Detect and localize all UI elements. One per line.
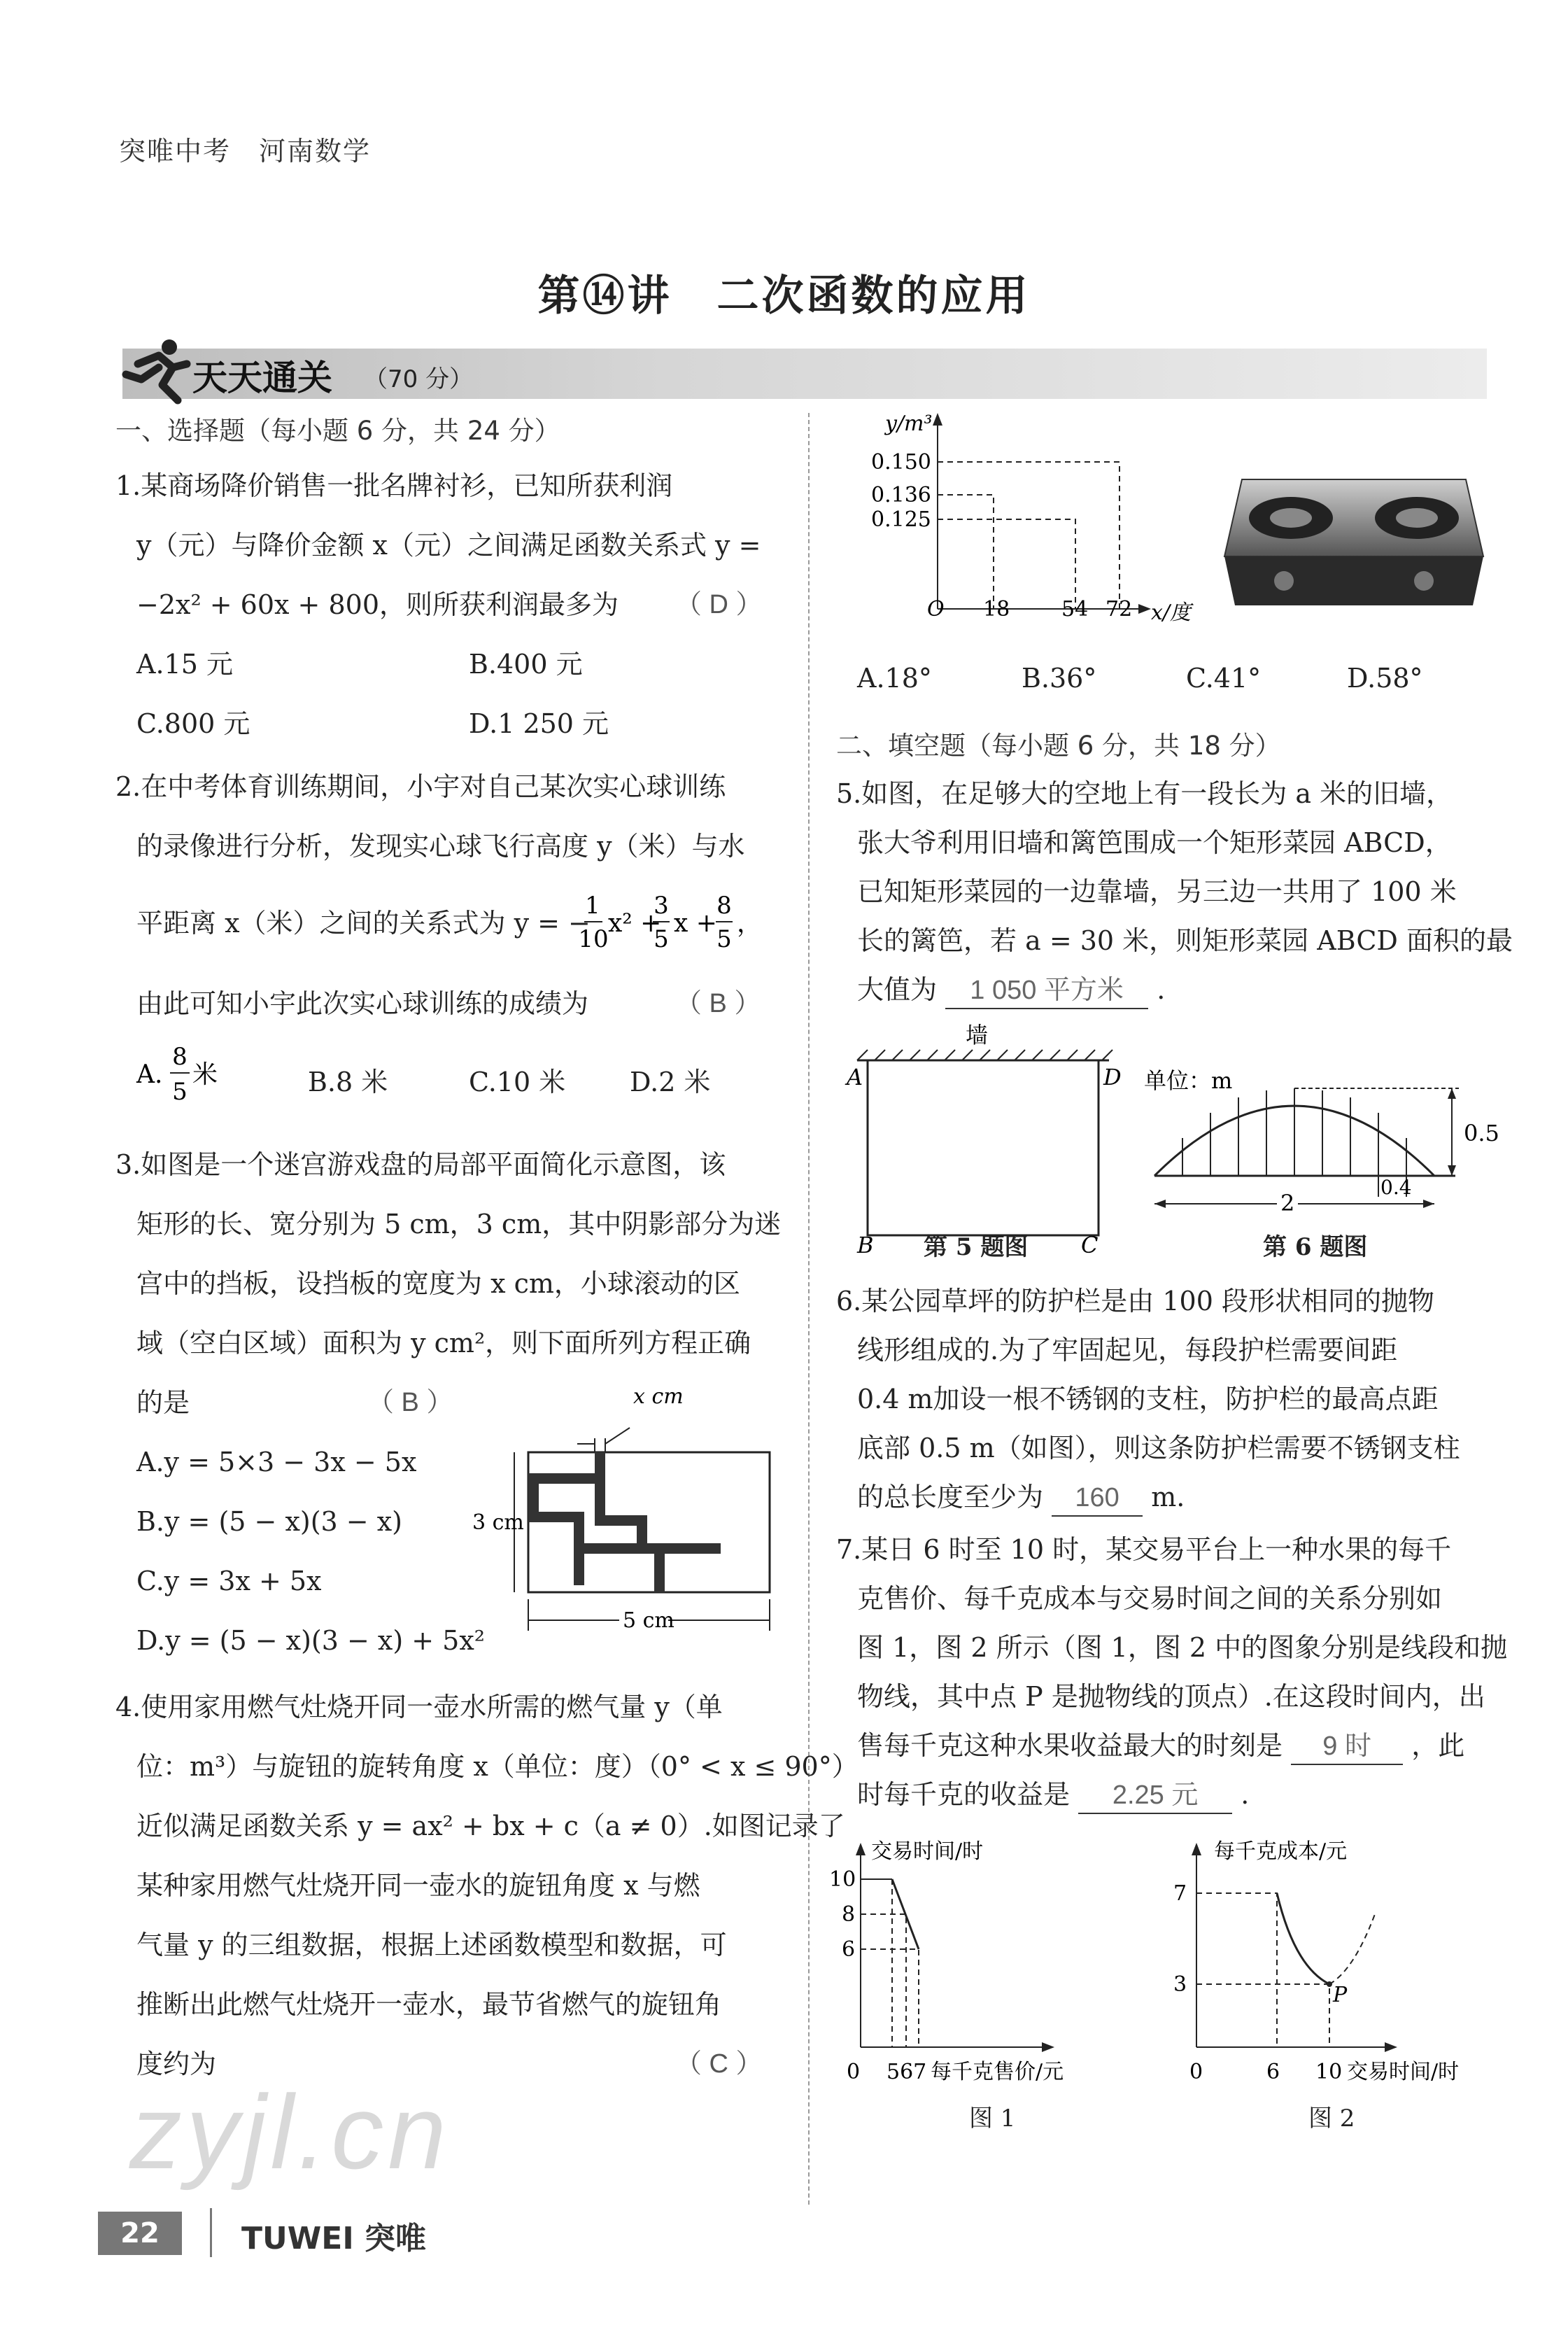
q7-figure2	[1158, 1830, 1508, 2082]
column-divider	[808, 413, 810, 2205]
q5-line5-end: .	[1157, 974, 1166, 1005]
q2-end: ，	[737, 909, 763, 938]
q1-option-c: C.800 元	[136, 708, 250, 739]
q2-frac2-den: 5	[654, 925, 669, 953]
q4-y3-tick: 0.125	[871, 507, 931, 532]
q7-line6	[857, 1778, 1249, 1814]
watermark-text: zyjl.cn	[129, 2073, 451, 2191]
q7-line4: 物线，其中点 P 是抛物线的顶点）.在这段时间内，出	[857, 1681, 1485, 1712]
q2-frac1-num: 1	[585, 892, 600, 920]
banner-score: （70 分）	[364, 365, 474, 393]
q5-line2: 张大爷利用旧墙和篱笆围成一个矩形菜园 ABCD，	[857, 827, 1452, 858]
q6-figure	[1140, 1057, 1504, 1246]
q1-answer: （ D ）	[675, 590, 763, 619]
q4-y2-tick: 0.136	[871, 483, 931, 507]
q5-line5	[857, 973, 1165, 1009]
q7-fig1-ylabel: 交易时间/时	[871, 1839, 984, 1864]
q7-fig2-x2: 10	[1315, 2060, 1343, 2084]
q6-line5	[857, 1480, 1185, 1517]
q2-line4: 由此可知小宇此次实心球训练的成绩为	[136, 988, 589, 1019]
q2-line2: 的录像进行分析，发现实心球飞行高度 y（米）与水	[136, 831, 745, 862]
q5-label-d: D	[1103, 1064, 1122, 1090]
q7-fig1-xlabel: 每千克售价/元	[931, 2060, 1064, 2084]
q1-line1: 1.某商场降价销售一批名牌衬衫，已知所获利润	[115, 470, 673, 501]
svg-text:A.: A.	[136, 1060, 163, 1089]
q5-label-c: C	[1081, 1232, 1099, 1258]
q4-line1: 4.使用家用燃气灶烧开同一壶水所需的燃气量 y（单	[115, 1692, 723, 1722]
q2-frac1-den: 10	[578, 925, 609, 953]
q4-line4: 某种家用燃气灶烧开同一壶水的旋钮角度 x 与燃	[136, 1870, 700, 1901]
gas-stove-photo	[1214, 465, 1494, 626]
q7-fig2-caption: 图 2	[1308, 2105, 1355, 2133]
q6-line1: 6.某公园草坪的防护栏是由 100 段形状相同的抛物	[836, 1286, 1434, 1316]
q3-fig-height-label: 3 cm	[472, 1510, 524, 1535]
q4-graph	[850, 406, 1228, 637]
q7-fig2-y1: 7	[1173, 1881, 1187, 1906]
q4-option-a: A.18°	[857, 663, 932, 694]
q5-wall-label: 墙	[966, 1022, 989, 1048]
q7-fig2-ylabel: 每千克成本/元	[1214, 1839, 1348, 1864]
q2-mid2: x +	[674, 909, 717, 938]
section-heading-choice: 一、选择题（每小题 6 分，共 24 分）	[115, 416, 560, 446]
q6-spacing-label: 0.4	[1380, 1176, 1412, 1199]
q5-answer-blank: 1 050 平方米	[945, 974, 1148, 1009]
running-header: 突唯中考 河南数学	[119, 136, 372, 167]
q3-answer: （ B ）	[367, 1388, 453, 1417]
q7-fig1-y2: 8	[842, 1902, 856, 1927]
q7-fig1-y3: 6	[842, 1937, 856, 1962]
q6-line5-end: m.	[1151, 1482, 1185, 1512]
q7-fig1-xticks: 567	[887, 2060, 927, 2084]
q2-frac2-num: 3	[654, 892, 669, 920]
section-heading-fill: 二、填空题（每小题 6 分，共 18 分）	[836, 731, 1281, 761]
q3-fig-x-label: x cm	[633, 1384, 684, 1409]
q2-option-b: B.8 米	[308, 1067, 388, 1097]
q5-figure	[843, 1018, 1137, 1260]
q2-line3-text: 平距离 x（米）之间的关系式为 y = −	[136, 908, 591, 939]
q5-label-b: B	[857, 1232, 874, 1258]
q5-label-a: A	[847, 1064, 863, 1090]
q4-line5: 气量 y 的三组数据，根据上述函数模型和数据，可	[136, 1930, 727, 1960]
q5-line3: 已知矩形菜园的一边靠墙，另三边一共用了 100 米	[857, 876, 1457, 907]
q7-fig2-origin: 0	[1189, 2060, 1203, 2084]
q4-line2: 位：m³）与旋钮的旋转角度 x（单位：度）（0° < x ≤ 90°）	[136, 1751, 859, 1782]
q3-option-b: B.y = (5 − x)(3 − x)	[136, 1506, 402, 1537]
q7-line2: 克售价、每千克成本与交易时间之间的关系分别如	[857, 1583, 1443, 1614]
q3-line3: 宫中的挡板，设挡板的宽度为 x cm，小球滚动的区	[136, 1268, 740, 1299]
svg-text:8: 8	[172, 1043, 188, 1071]
q4-ylabel: y/m³	[885, 412, 933, 436]
q7-line5-text: 售每千克这种水果收益最大的时刻是	[857, 1730, 1283, 1761]
q7-fig1-caption: 图 1	[969, 2105, 1016, 2133]
q3-line4: 域（空白区域）面积为 y cm²，则下面所列方程正确	[136, 1328, 751, 1358]
q4-x3-tick: 72	[1106, 597, 1133, 621]
q3-fig-width-label: 5 cm	[623, 1608, 674, 1633]
q7-line3: 图 1，图 2 所示（图 1，图 2 中的图象分别是线段和抛	[857, 1632, 1508, 1663]
q3-line2: 矩形的长、宽分别为 5 cm，3 cm，其中阴影部分为迷	[136, 1209, 782, 1239]
q3-option-a: A.y = 5×3 − 3x − 5x	[136, 1447, 417, 1477]
q3-line1: 3.如图是一个迷宫游戏盘的局部平面简化示意图，该	[115, 1149, 726, 1180]
q7-line6-text: 时每千克的收益是	[857, 1779, 1071, 1810]
q1-option-b: B.400 元	[469, 649, 583, 680]
q2-formula	[578, 885, 773, 962]
q4-option-d: D.58°	[1347, 663, 1423, 694]
page-number: 22	[98, 2212, 182, 2255]
q2-answer: （ B ）	[675, 989, 761, 1018]
svg-text:5: 5	[172, 1078, 188, 1106]
q7-figure1	[829, 1830, 1165, 2082]
q4-x1-tick: 18	[983, 597, 1010, 621]
q6-line5-text: 的总长度至少为	[857, 1482, 1044, 1512]
q6-line3: 0.4 m加设一根不锈钢的支柱，防护栏的最高点距	[857, 1384, 1439, 1414]
q5-line5-text: 大值为	[857, 974, 938, 1005]
q1-option-a: A.15 元	[136, 649, 233, 680]
q7-line1: 7.某日 6 时至 10 时，某交易平台上一种水果的每千	[836, 1534, 1452, 1565]
q7-fig2-x1: 6	[1266, 2060, 1280, 2084]
q4-line7: 度约为	[136, 2049, 217, 2079]
running-man-icon	[120, 336, 190, 406]
banner-title: 天天通关	[192, 358, 332, 398]
q7-fig2-xlabel: 交易时间/时	[1347, 2060, 1460, 2084]
q7-line6-end: .	[1241, 1779, 1250, 1810]
q5-line4: 长的篱笆，若 a = 30 米，则矩形菜园 ABCD 面积的最	[857, 925, 1513, 956]
q6-line4: 底部 0.5 m（如图），则这条防护栏需要不锈钢支柱	[857, 1433, 1460, 1463]
q5-caption: 第 5 题图	[924, 1233, 1029, 1261]
q6-unit-label: 单位：m	[1144, 1067, 1233, 1094]
q4-origin: O	[927, 597, 945, 621]
q6-answer-blank: 160	[1052, 1481, 1143, 1517]
q5-line1: 5.如图，在足够大的空地上有一段长为 a 米的旧墙，	[836, 778, 1453, 809]
q2-frac3-num: 8	[716, 892, 732, 920]
q1-line2: y（元）与降价金额 x（元）之间满足函数关系式 y =	[136, 530, 761, 561]
q2-option-d: D.2 米	[630, 1067, 711, 1097]
q1-option-d: D.1 250 元	[469, 708, 609, 739]
q1-line3: −2x² + 60x + 800，则所获利润最多为	[136, 589, 619, 620]
q3-line5: 的是	[136, 1387, 190, 1418]
q2-mid1: x² +	[608, 909, 662, 938]
q7-fig1-y1: 10	[829, 1867, 856, 1892]
footer-divider	[210, 2208, 212, 2257]
q4-line6: 推断出此燃气灶烧开一壶水，最节省燃气的旋钮角	[136, 1989, 722, 2020]
q6-caption: 第 6 题图	[1263, 1233, 1368, 1261]
q3-option-d: D.y = (5 − x)(3 − x) + 5x²	[136, 1625, 486, 1656]
q6-height-label: 0.5	[1464, 1120, 1499, 1146]
q2-frac3-den: 5	[716, 925, 732, 953]
page-title: 第⑭讲 二次函数的应用	[537, 272, 1031, 321]
q4-x2-tick: 54	[1061, 597, 1089, 621]
q4-option-b: B.36°	[1022, 663, 1097, 694]
q2-line1: 2.在中考体育训练期间，小宇对自己某次实心球训练	[115, 771, 726, 802]
q7-answer1-blank: 9 时	[1291, 1729, 1403, 1765]
q6-line2: 线形组成的.为了牢固起见，每段护栏需要间距	[857, 1335, 1398, 1365]
q7-line5-end: ，此	[1411, 1730, 1465, 1761]
q7-fig2-y2: 3	[1173, 1972, 1187, 1997]
q7-answer2-blank: 2.25 元	[1078, 1778, 1232, 1814]
q2-option-c: C.10 米	[469, 1067, 566, 1097]
q3-option-c: C.y = 3x + 5x	[136, 1566, 322, 1596]
q6-width-label: 2	[1280, 1190, 1295, 1216]
footer-brand: TUWEI 突唯	[241, 2221, 427, 2256]
q3-maze-figure	[462, 1375, 791, 1641]
q2-line3	[136, 906, 591, 941]
q4-answer: （ C ）	[675, 2049, 763, 2079]
q4-y1-tick: 0.150	[871, 450, 931, 475]
q7-line5	[857, 1729, 1464, 1765]
q2-option-a	[136, 1039, 248, 1116]
q7-fig2-point-p: P	[1333, 1983, 1348, 2007]
q4-option-c: C.41°	[1186, 663, 1262, 694]
q4-xlabel: x/度	[1151, 600, 1192, 625]
q4-line3: 近似满足函数关系 y = ax² + bx + c（a ≠ 0）.如图记录了	[136, 1811, 845, 1841]
q7-fig1-origin: 0	[847, 2060, 861, 2084]
svg-text:米: 米	[192, 1060, 218, 1089]
